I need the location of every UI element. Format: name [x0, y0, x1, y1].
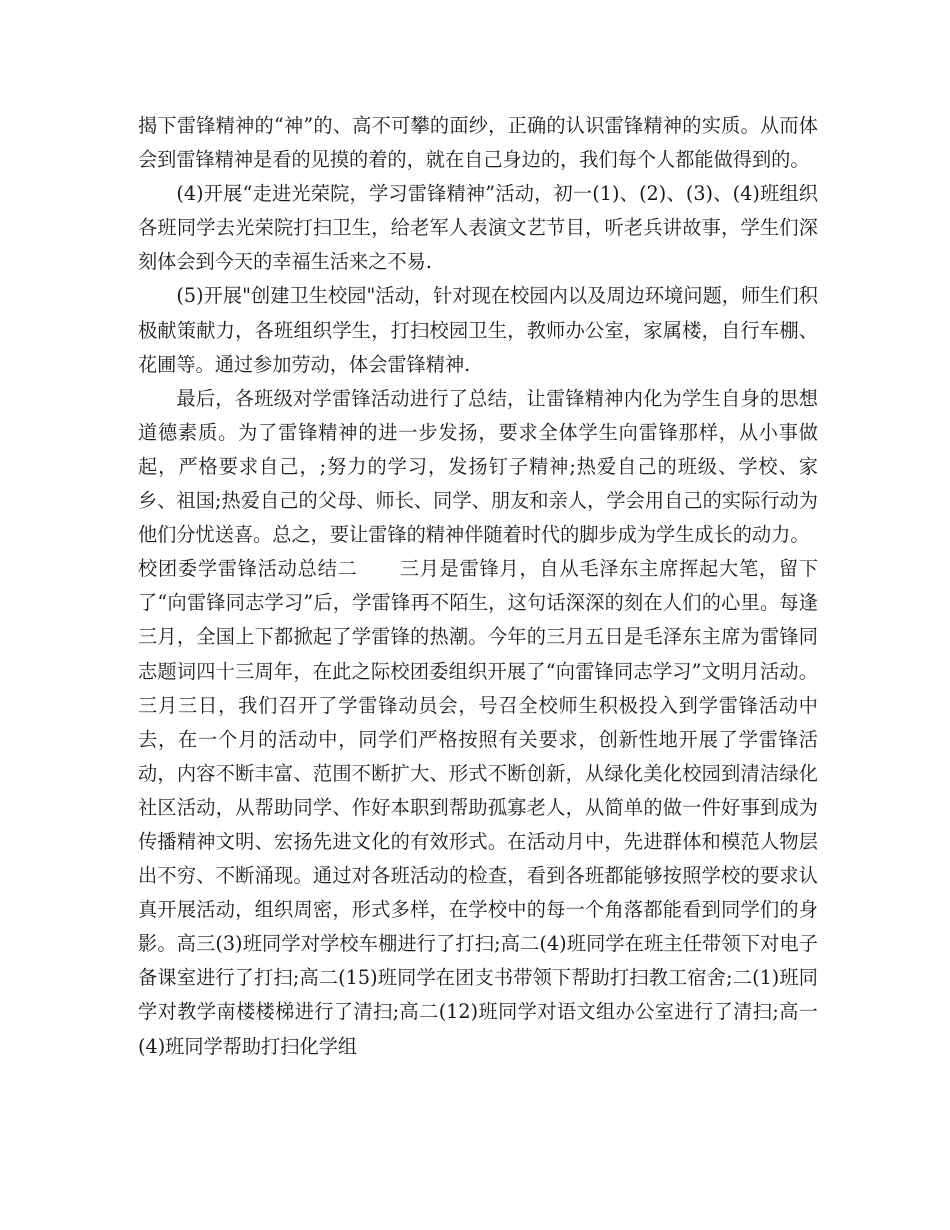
- section-body-text: 三月是雷锋月，自从毛泽东主席挥起大笔，留下了“向雷锋同志学习”后，学雷锋再不陌生，这句话深深的刻在人们的心里。每逢三月，全国上下都掀起了学雷锋的热潮。今年的三月五日是毛泽东主席为雷锋同志题词四十三周年，在此之际校团委组织开展了“向雷锋同志学习”文明月活动。三月三日，我们召开了学雷锋动员会，号召全校师生积极投入到学雷锋活动中去，在一个月的活动中，同学们严格按照有关要求，创新性地开展了学雷锋活动，内容不断丰富、范围不断扩大、形式不断创新，从绿化美化校园到清洁绿化社区活动，从帮助同学、作好本职到帮助孤寡老人，从简单的做一件好事到成为传播精神文明、宏扬先进文化的有效形式。在活动月中，先进群体和模范人物层出不穷、不断涌现。通过对各班活动的检查，看到各班都能够按照学校的要求认真开展活动，组织周密，形式多样，在学校中的每一个角落都能看到同学们的身影。高三(3)班同学对学校车棚进行了打扫;高二(4)班同学在班主任带领下对电子备课室进行了打扫;高二(15)班同学在团支书带领下帮助打扫教工宿舍;二(1)班同学对教学南楼楼梯进行了清扫;高二(12)班同学对语文组办公室进行了清扫;高一(4)班同学帮助打扫化学组: [138, 557, 819, 1058]
- paragraph-continuation: 揭下雷锋精神的“神”的、高不可攀的面纱，正确的认识雷锋精神的实质。从而体会到雷锋精神是看的见摸的着的，就在自己身边的，我们每个人都能做得到的。: [138, 114, 818, 172]
- paragraph-conclusion: 最后，各班级对学雷锋活动进行了总结，让雷锋精神内化为学生自身的思想道德素质。为了雷锋精神的进一步发扬，要求全体学生向雷锋那样，从小事做起，严格要求自己，;努力的学习，发扬钉子精神;热爱自己的班级、学校、家乡、祖国;热爱自己的父母、师长、同学、朋友和亲人，学会用自己的实际行动为他们分忧送喜。总之，要让雷锋的精神伴随着时代的脚步成为学生成长的动力。: [138, 386, 818, 547]
- paragraph-item-4: (4)开展“走进光荣院，学习雷锋精神”活动，初一(1)、(2)、(3)、(4)班组织各班同学去光荣院打扫卫生，给老军人表演文艺节目，听老兵讲故事，学生们深刻体会到今天的幸福生活来之不易.: [138, 182, 818, 274]
- section-heading: 校团委学雷锋活动总结二: [138, 557, 358, 581]
- paragraph-item-5: (5)开展"创建卫生校园"活动，针对现在校园内以及周边环境问题，师生们积极献策献力，各班组织学生，打扫校园卫生，教师办公室，家属楼，自行车棚、花圃等。通过参加劳动，体会雷锋精神.: [138, 284, 818, 376]
- section-two-paragraph: [138, 552, 818, 1063]
- document-body: [138, 109, 818, 1064]
